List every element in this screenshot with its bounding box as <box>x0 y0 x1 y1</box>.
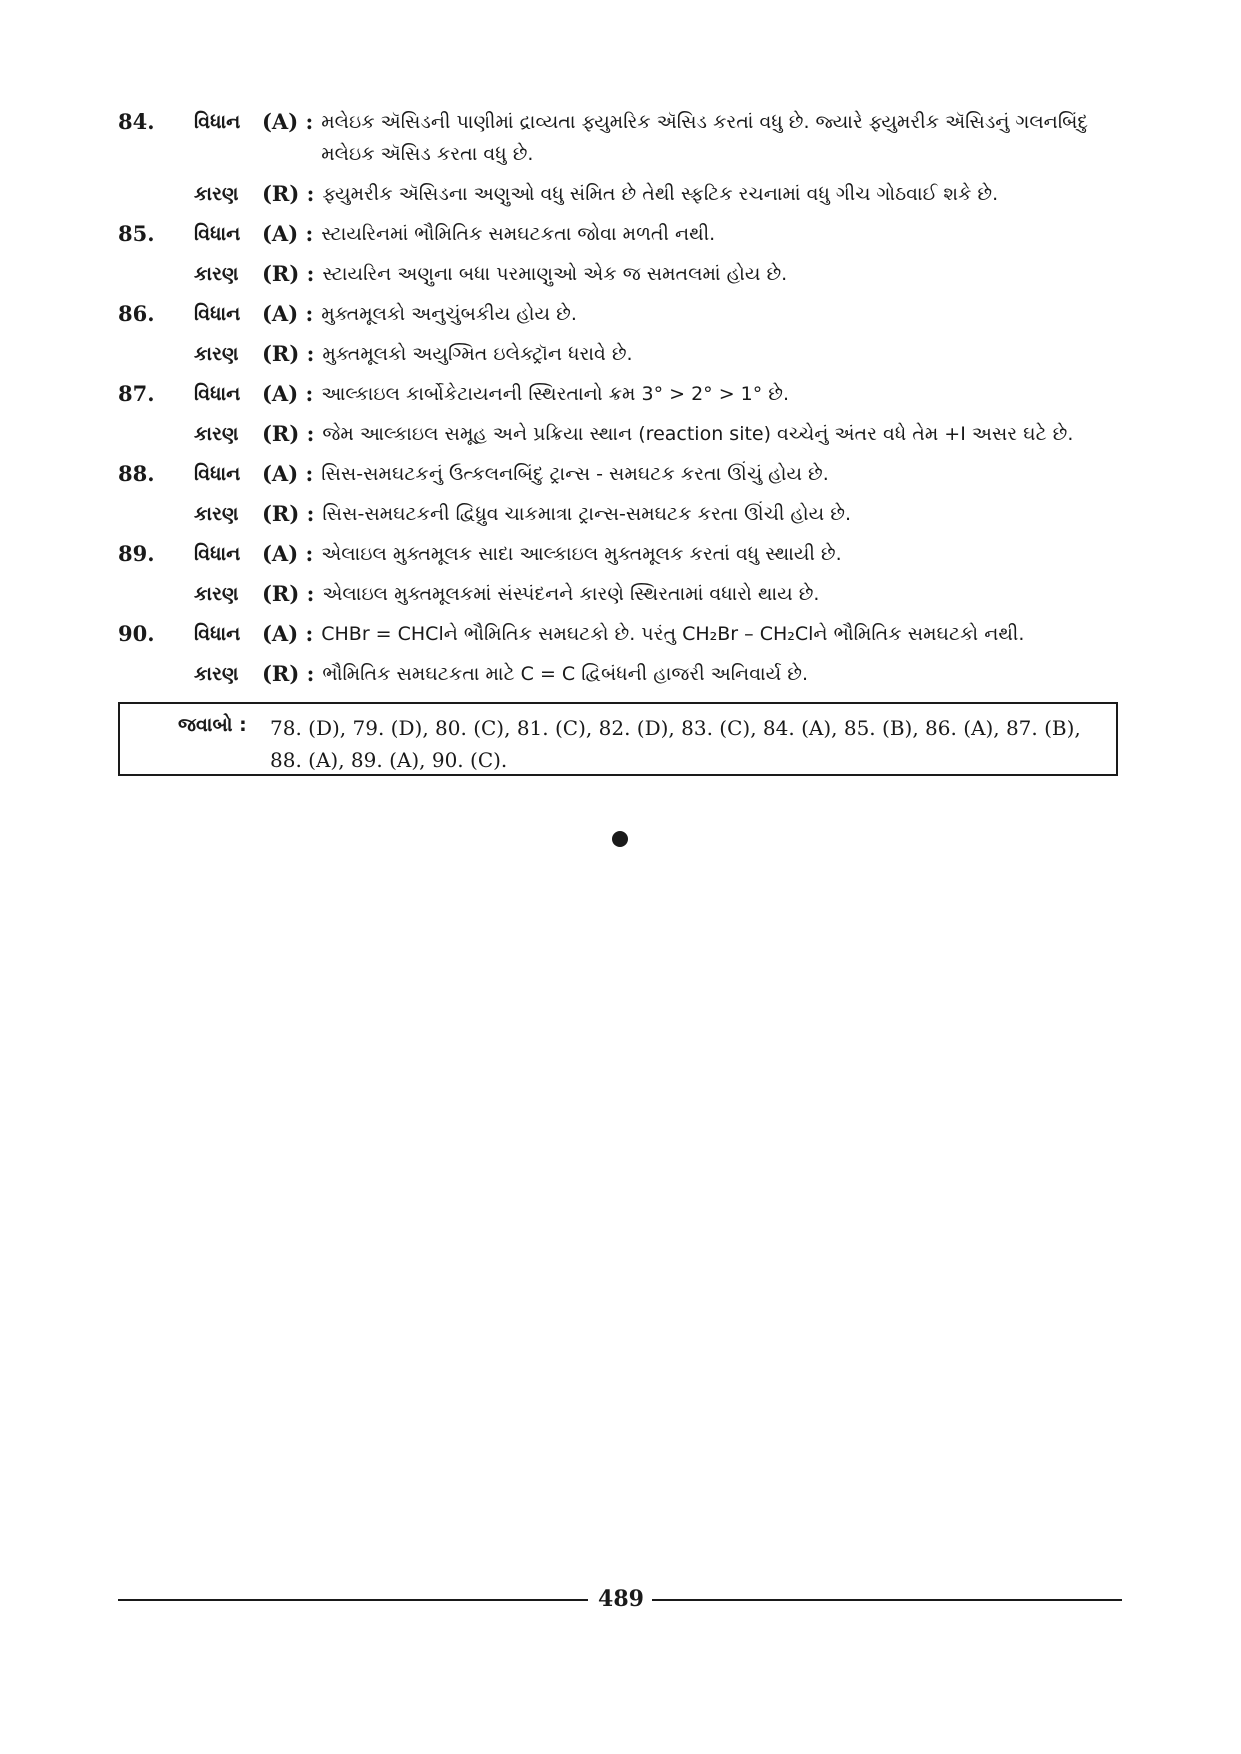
reason-row <box>118 658 1128 690</box>
answer-key-line-2: 88. (A), 89. (A), 90. (C). <box>270 748 508 772</box>
statement-text: સિસ-સમઘટકનું ઉત્કલનબિંદુ ટ્રાન્સ - સમઘટક કરતા ઊંચું હોય છે. <box>321 463 829 485</box>
answer-key-label: જવાબો : <box>178 714 247 736</box>
answer-key-box <box>118 702 1118 776</box>
question-90 <box>118 618 1128 690</box>
statement-row <box>118 618 1128 650</box>
statement-text: CHBr = CHClને ભૌમિતિક સમઘટકો છે. પરંતુ CH₂Br – CH₂Clને ભૌમિતિક સમઘટકો નથી. <box>321 623 1025 645</box>
statement-tag: (A) : <box>262 301 314 326</box>
statement-label: વિધાન <box>194 111 241 133</box>
reason-label: કારણ <box>194 503 239 525</box>
statement-text: એલાઇલ મુક્તમૂલક સાદા આલ્કાઇલ મુક્તમૂલક કરતાં વધુ સ્થાયી છે. <box>321 543 842 565</box>
reason-tag: (R) : <box>262 261 315 286</box>
statement-row <box>118 298 1128 330</box>
reason-row <box>118 258 1128 290</box>
question-number: 87. <box>118 381 155 406</box>
footer-rule-right <box>652 1599 1122 1601</box>
statement-text: સ્ટાયરિનમાં ભૌમિતિક સમઘટકતા જોવા મળતી નથી. <box>321 223 716 245</box>
reason-tag: (R) : <box>262 181 315 206</box>
reason-tag: (R) : <box>262 421 315 446</box>
reason-tag: (R) : <box>262 501 315 526</box>
answer-key-text <box>270 712 1110 776</box>
question-number: 86. <box>118 301 155 326</box>
reason-tag: (R) : <box>262 661 315 686</box>
reason-text: સ્ટાયરિન અણુના બધા પરમાણુઓ એક જ સમતલમાં હોય છે. <box>322 263 788 285</box>
statement-tag: (A) : <box>262 541 314 566</box>
question-number: 85. <box>118 221 155 246</box>
reason-text: મુક્તમૂલકો અયુગ્મિત ઇલેક્ટ્રૉન ધરાવે છે. <box>322 343 633 365</box>
statement-row <box>118 458 1128 490</box>
statement-label: વિધાન <box>194 223 241 245</box>
reason-text: ફ્યુમરીક ઍસિડના અણુઓ વધુ સંમિત છે તેથી સ્ફટિક રચનામાં વધુ ગીચ ગોઠવાઈ શકે છે. <box>322 183 999 205</box>
reason-label: કારણ <box>194 343 239 365</box>
section-end-bullet-icon <box>612 831 628 847</box>
statement-tag: (A) : <box>262 621 314 646</box>
question-number: 89. <box>118 541 155 566</box>
statement-row <box>118 538 1128 570</box>
statement-label: વિધાન <box>194 543 241 565</box>
question-86 <box>118 298 1128 370</box>
question-85 <box>118 218 1128 290</box>
reason-tag: (R) : <box>262 341 315 366</box>
page-number: 489 <box>598 1586 644 1612</box>
statement-label: વિધાન <box>194 463 241 485</box>
reason-row <box>118 498 1128 530</box>
reason-label: કારણ <box>194 583 239 605</box>
question-number: 84. <box>118 109 155 134</box>
reason-row <box>118 338 1128 370</box>
statement-row <box>118 218 1128 250</box>
question-list <box>118 106 1128 698</box>
statement-label: વિધાન <box>194 383 241 405</box>
statement-row <box>118 378 1128 410</box>
statement-text: આલ્કાઇલ કાર્બોકેટાયનની સ્થિરતાનો ક્રમ 3° > 2° > 1° છે. <box>321 383 790 405</box>
reason-label: કારણ <box>194 263 239 285</box>
question-87 <box>118 378 1128 450</box>
question-88 <box>118 458 1128 530</box>
footer-rule-left <box>118 1599 588 1601</box>
reason-row <box>118 418 1128 450</box>
statement-tag: (A) : <box>262 461 314 486</box>
reason-text: એલાઇલ મુક્તમૂલકમાં સંસ્પંદનને કારણે સ્થિરતામાં વધારો થાય છે. <box>322 583 820 605</box>
statement-tag: (A) : <box>262 109 314 134</box>
reason-text: ભૌમિતિક સમઘટકતા માટે C = C દ્વિબંધની હાજરી અનિવાર્ય છે. <box>322 663 809 685</box>
statement-label: વિધાન <box>194 623 241 645</box>
reason-text: સિસ-સમઘટકની દ્વિધ્રુવ ચાકમાત્રા ટ્રાન્સ-સમઘટક કરતા ઊંચી હોય છે. <box>322 503 852 525</box>
statement-tag: (A) : <box>262 221 314 246</box>
question-number: 90. <box>118 621 155 646</box>
reason-text: જેમ આલ્કાઇલ સમૂહ અને પ્રક્રિયા સ્થાન (reaction site) વચ્ચેનું અંતર વધે તેમ +I અસર ઘટે છે. <box>322 423 1074 445</box>
question-84 <box>118 106 1128 210</box>
statement-text: મુક્તમૂલકો અનુચુંબકીય હોય છે. <box>321 303 577 325</box>
question-number: 88. <box>118 461 155 486</box>
statement-label: વિધાન <box>194 303 241 325</box>
answer-key-line-1: 78. (D), 79. (D), 80. (C), 81. (C), 82. (D), 83. (C), 84. (A), 85. (B), 86. (A), 87. (B), <box>270 716 1081 740</box>
reason-row <box>118 578 1128 610</box>
reason-label: કારણ <box>194 663 239 685</box>
reason-tag: (R) : <box>262 581 315 606</box>
reason-row <box>118 178 1128 210</box>
statement-text: મલેઇક ઍસિડની પાણીમાં દ્રાવ્યતા ફ્યુમરિક ઍસિડ કરતાં વધુ છે. જ્યારે ફ્યુમરીક ઍસિડનું ગલનબિંદુ મલેઇક ઍસિડ કરતા વધુ છે. <box>321 111 1089 165</box>
question-89 <box>118 538 1128 610</box>
reason-label: કારણ <box>194 183 239 205</box>
reason-label: કારણ <box>194 423 239 445</box>
statement-tag: (A) : <box>262 381 314 406</box>
statement-row <box>118 106 1128 170</box>
